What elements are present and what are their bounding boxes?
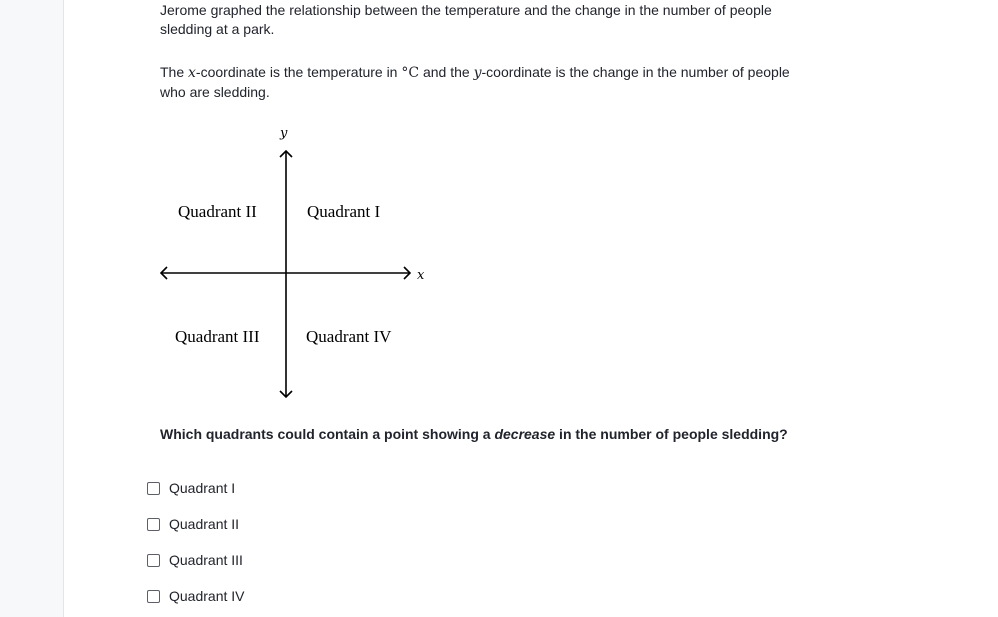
choice-quadrant-2[interactable] (147, 516, 239, 532)
checkbox-quadrant-4[interactable] (147, 590, 160, 603)
checkbox-quadrant-2[interactable] (147, 518, 160, 531)
choice-label-quadrant-3: Quadrant III (169, 552, 243, 568)
x-variable: x (188, 65, 196, 81)
y-variable: y (473, 65, 482, 81)
choice-quadrant-1[interactable] (147, 480, 235, 496)
problem-intro: Jerome graphed the relationship between the temperature and the change in the number of people sledding at a park. (160, 2, 772, 37)
x-axis-label: x (417, 268, 425, 283)
question-text-before: Which quadrants could contain a point showing a (160, 426, 495, 442)
choice-quadrant-3[interactable] (147, 552, 243, 568)
choice-quadrant-4[interactable] (147, 588, 245, 604)
coord-text-1: The (160, 64, 189, 80)
quadrant-3-label: Quadrant III (175, 327, 260, 346)
quadrant-2-label: Quadrant II (178, 202, 257, 221)
coord-text-3: and the (419, 64, 474, 80)
question-emphasis: decrease (494, 426, 556, 442)
checkbox-quadrant-1[interactable] (147, 482, 160, 495)
coord-text-4: -coordinate is the change in the number of people who are sledding. (160, 64, 790, 100)
choice-label-quadrant-4: Quadrant IV (169, 588, 245, 604)
question-text-after: in the number of people sledding? (555, 426, 788, 442)
checkbox-quadrant-3[interactable] (147, 554, 160, 567)
choice-label-quadrant-1: Quadrant I (169, 480, 236, 496)
degree-celsius: °C (401, 65, 420, 81)
quadrant-1-label: Quadrant I (307, 202, 381, 221)
coord-text-2: -coordinate is the temperature in (195, 64, 402, 80)
choice-label-quadrant-2: Quadrant II (169, 516, 240, 532)
quadrant-4-label: Quadrant IV (306, 327, 392, 346)
y-axis-label: y (280, 126, 288, 141)
question-prompt (160, 426, 788, 442)
